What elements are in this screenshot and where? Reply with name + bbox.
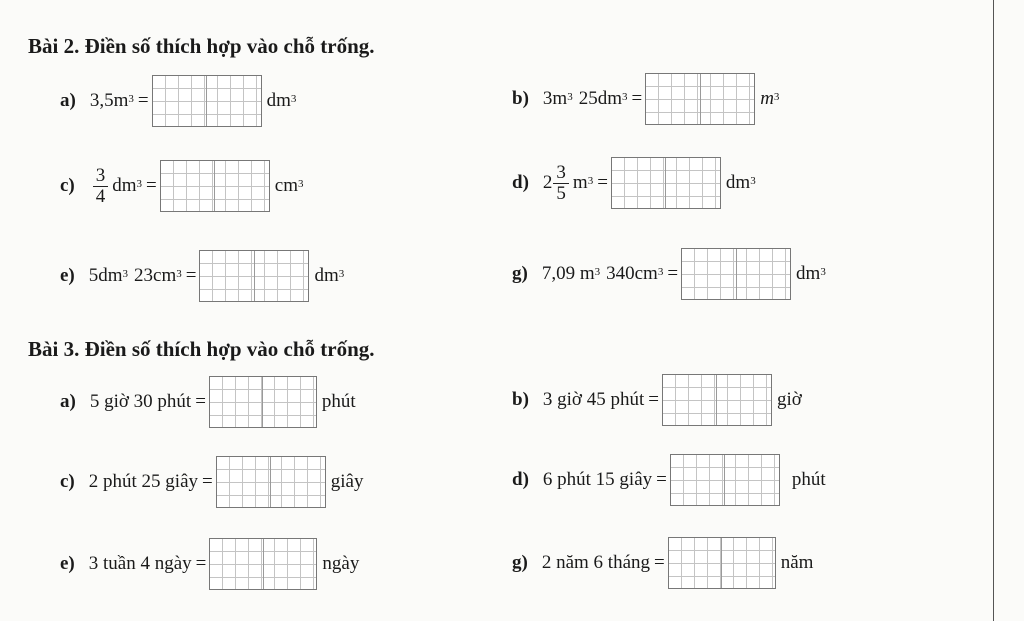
unit-text: dm bbox=[266, 90, 291, 111]
lhs-text: 3,5m bbox=[89, 90, 129, 111]
cube-exponent: 3 bbox=[297, 178, 304, 190]
cube-exponent: 3 bbox=[587, 175, 594, 187]
unit-text: dm bbox=[314, 265, 339, 286]
answer-box[interactable] bbox=[662, 374, 772, 426]
exercise-2g bbox=[512, 248, 826, 300]
answer-box[interactable] bbox=[668, 537, 776, 589]
unit-text: cm bbox=[274, 175, 298, 196]
fraction bbox=[93, 166, 109, 207]
answer-box[interactable] bbox=[611, 157, 721, 209]
item-label: g) bbox=[512, 263, 528, 284]
unit-text: phút bbox=[321, 391, 356, 412]
unit-text: dm bbox=[796, 263, 821, 284]
cube-exponent: 3 bbox=[750, 175, 756, 187]
equals-sign: = bbox=[648, 389, 659, 410]
unit-text: dm bbox=[725, 172, 751, 193]
equals-sign: = bbox=[654, 552, 665, 573]
lhs-text: 340cm bbox=[606, 263, 658, 284]
unit-text: năm bbox=[780, 552, 814, 573]
item-label: d) bbox=[512, 172, 529, 193]
exercise-3c bbox=[60, 456, 363, 508]
unit-text: giây bbox=[330, 471, 364, 492]
answer-box[interactable] bbox=[152, 75, 262, 127]
fraction bbox=[553, 163, 569, 204]
mixed-whole: 2 bbox=[542, 172, 553, 193]
lhs-text: 7,09 m bbox=[541, 263, 595, 284]
exercise-2a bbox=[60, 75, 296, 127]
cube-exponent: 3 bbox=[820, 266, 826, 278]
equals-sign: = bbox=[597, 172, 608, 193]
fraction-denominator: 4 bbox=[95, 185, 106, 207]
lhs-text: m bbox=[572, 172, 588, 193]
exercise-3g bbox=[512, 537, 813, 589]
answer-box[interactable] bbox=[216, 456, 326, 508]
item-label: e) bbox=[60, 553, 75, 574]
item-label: e) bbox=[60, 265, 75, 286]
item-label: c) bbox=[60, 175, 75, 196]
item-label: b) bbox=[512, 88, 529, 109]
unit-text: giờ bbox=[776, 389, 802, 410]
cube-exponent: 3 bbox=[176, 268, 182, 280]
fraction-numerator: 3 bbox=[553, 163, 569, 184]
lhs-text: 2 phút 25 giây bbox=[88, 471, 199, 492]
item-label: c) bbox=[60, 471, 75, 492]
exercise-2e bbox=[60, 250, 344, 302]
cube-exponent: 3 bbox=[338, 268, 345, 280]
unit-text: m bbox=[760, 88, 774, 109]
answer-box[interactable] bbox=[160, 160, 270, 212]
equals-sign: = bbox=[202, 471, 213, 492]
fraction-denominator: 5 bbox=[556, 182, 566, 204]
exercise-2-heading: Bài 2. Điền số thích hợp vào chỗ trống. bbox=[28, 34, 375, 58]
exercise-3b bbox=[512, 374, 802, 426]
lhs-text: 6 phút 15 giây bbox=[542, 469, 653, 490]
lhs-text: 3 tuần 4 ngày bbox=[88, 553, 192, 574]
answer-box[interactable] bbox=[645, 73, 755, 125]
cube-exponent: 3 bbox=[128, 93, 134, 105]
lhs-text: 2 năm 6 tháng bbox=[541, 552, 651, 573]
equals-sign: = bbox=[631, 88, 643, 109]
equals-sign: = bbox=[195, 391, 206, 412]
equals-sign: = bbox=[185, 265, 197, 286]
item-label: a) bbox=[60, 391, 76, 412]
equals-sign: = bbox=[656, 469, 667, 490]
lhs-text: 3 giờ 45 phút bbox=[542, 389, 645, 410]
answer-box[interactable] bbox=[209, 538, 317, 590]
lhs-text: 5dm bbox=[88, 265, 123, 286]
cube-exponent: 3 bbox=[136, 178, 143, 190]
equals-sign: = bbox=[137, 90, 149, 111]
answer-box[interactable] bbox=[199, 250, 309, 302]
cube-exponent: 3 bbox=[621, 91, 628, 103]
exercise-2c bbox=[60, 160, 303, 212]
unit-text: phút bbox=[791, 469, 826, 490]
unit-text: ngày bbox=[322, 553, 360, 574]
cube-exponent: 3 bbox=[290, 93, 297, 105]
item-label: g) bbox=[512, 552, 528, 573]
lhs-text: 23cm bbox=[134, 265, 177, 286]
cube-exponent: 3 bbox=[567, 91, 573, 103]
answer-box[interactable] bbox=[209, 376, 317, 428]
page-edge-line bbox=[993, 0, 994, 621]
item-label: b) bbox=[512, 389, 529, 410]
answer-box[interactable] bbox=[670, 454, 780, 506]
equals-sign: = bbox=[195, 553, 207, 574]
exercise-3e bbox=[60, 538, 359, 590]
cube-exponent: 3 bbox=[594, 266, 601, 278]
equals-sign: = bbox=[146, 175, 157, 196]
cube-exponent: 3 bbox=[773, 91, 780, 103]
exercise-3a bbox=[60, 376, 356, 428]
item-label: a) bbox=[60, 90, 76, 111]
lhs-text: 5 giờ 30 phút bbox=[89, 391, 192, 412]
equals-sign: = bbox=[667, 263, 679, 284]
lhs-text: 25dm bbox=[578, 88, 622, 109]
exercise-2d bbox=[512, 157, 756, 209]
answer-box[interactable] bbox=[681, 248, 791, 300]
exercise-3d bbox=[512, 454, 826, 506]
item-label: d) bbox=[512, 469, 529, 490]
cube-exponent: 3 bbox=[122, 268, 129, 280]
lhs-text: 3m bbox=[542, 88, 568, 109]
exercise-2b bbox=[512, 73, 779, 125]
cube-exponent: 3 bbox=[657, 266, 664, 278]
lhs-text: dm bbox=[112, 175, 137, 196]
exercise-3-heading: Bài 3. Điền số thích hợp vào chỗ trống. bbox=[28, 337, 375, 361]
fraction-numerator: 3 bbox=[93, 166, 109, 187]
